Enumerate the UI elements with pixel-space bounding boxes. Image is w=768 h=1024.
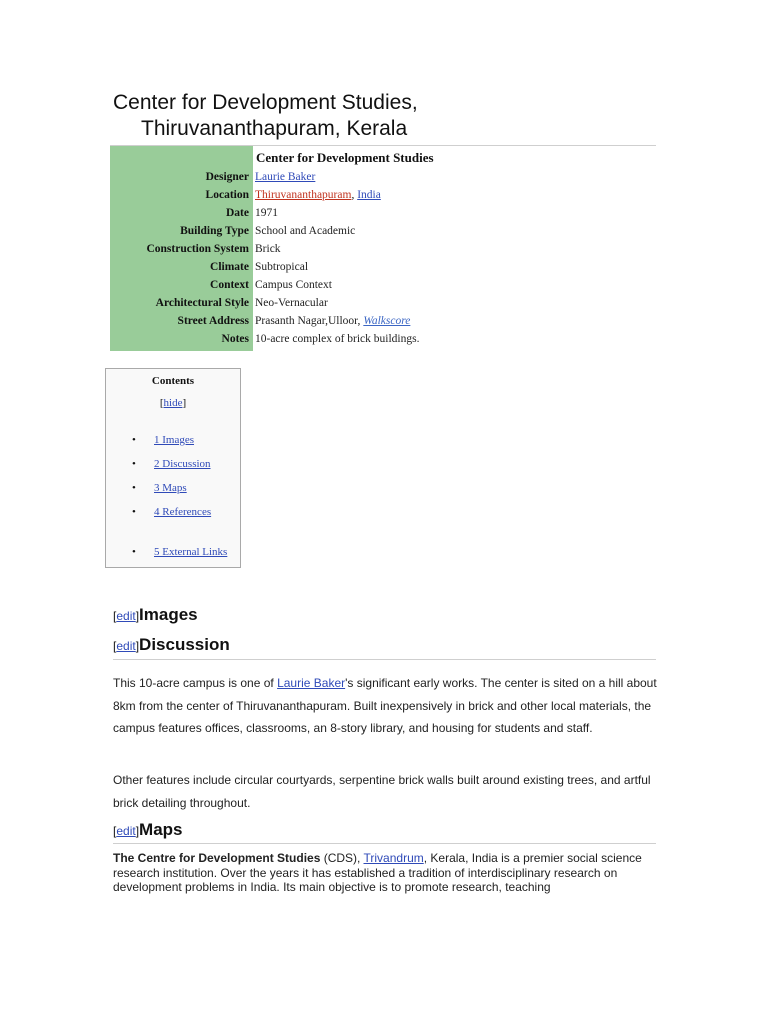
page-title-line-1: Center for Development Studies, — [113, 91, 418, 114]
bracket-close: ] — [182, 397, 187, 409]
infobox-value: Brick — [255, 243, 281, 255]
toc-item — [132, 458, 211, 470]
infobox-label: Notes — [221, 333, 249, 345]
toc-hide-toggle — [106, 397, 240, 409]
heading-images: Images — [139, 605, 198, 624]
bracket-close: ] — [135, 609, 140, 623]
text: 's significant early works. The center is sited on a hill about 8km from the center of Thiruvananthapuram. Built inexpensively in brick and other local materials, the campus features offices, classrooms, an 8-story library, and housing for students and staff. — [113, 676, 657, 735]
infobox-label: Context — [210, 279, 249, 291]
bracket-close: ] — [135, 824, 140, 838]
bullet-icon: • — [132, 506, 136, 518]
location-city-link[interactable]: Thiruvananthapuram — [255, 189, 352, 201]
table-of-contents — [105, 368, 241, 568]
toc-item — [132, 546, 227, 558]
infobox-row-notes — [110, 333, 656, 351]
page-title — [113, 90, 673, 142]
edit-images-link[interactable]: edit — [116, 609, 136, 623]
toc-link-external-links[interactable]: 5 External Links — [154, 546, 228, 558]
infobox-row-location — [110, 189, 656, 207]
page-title-line-2: Thiruvananthapuram, Kerala — [141, 117, 408, 140]
infobox-value: Neo-Vernacular — [255, 297, 328, 309]
infobox-label: Building Type — [180, 225, 249, 237]
toc-link-images[interactable]: 1 Images — [154, 434, 195, 446]
toc-title: Contents — [151, 375, 195, 387]
edit-maps-link[interactable]: edit — [116, 824, 136, 838]
edit-section — [113, 824, 139, 838]
infobox-label: Climate — [210, 261, 249, 273]
edit-section — [113, 639, 139, 653]
laurie-baker-link[interactable]: Laurie Baker — [277, 676, 346, 690]
infobox-row-climate — [110, 261, 656, 279]
infobox-row-architectural-style — [110, 297, 656, 315]
section-heading-images — [113, 605, 198, 625]
toc-item — [132, 482, 187, 494]
designer-link[interactable]: Laurie Baker — [255, 171, 316, 183]
section-heading-maps — [113, 820, 183, 840]
cds-bold-name: The Centre for Development Studies — [113, 851, 321, 865]
infobox-value: 1971 — [255, 207, 278, 219]
discussion-paragraph-2: Other features include circular courtyards, serpentine brick walls built around existing trees, and artful brick detailing throughout. — [113, 773, 651, 810]
text: , Kerala, India is a premier social science research institution. Over the years it has established a tradition of interdisciplinary research on development problems in India. Its main objective is to promote research, teaching — [113, 851, 642, 894]
location-country-link[interactable]: India — [357, 189, 381, 201]
bracket-open: [ — [113, 609, 117, 623]
bracket-open: [ — [113, 639, 117, 653]
heading-discussion: Discussion — [139, 635, 230, 654]
toc-link-discussion[interactable]: 2 Discussion — [154, 458, 211, 470]
infobox-label: Construction System — [146, 243, 249, 255]
maps-divider — [113, 843, 656, 844]
toc-item — [132, 434, 194, 446]
infobox-label: Designer — [205, 171, 249, 183]
toc-link-references[interactable]: 4 References — [154, 506, 212, 518]
street-address-text: Prasanth Nagar,Ulloor, — [255, 315, 364, 327]
infobox-value: School and Academic — [255, 225, 356, 237]
infobox-caption: Center for Development Studies — [256, 150, 434, 165]
bracket-open: [ — [159, 397, 164, 409]
infobox-row-date — [110, 207, 656, 225]
infobox-row-building-type — [110, 225, 656, 243]
section-heading-discussion — [113, 635, 230, 655]
infobox-label: Location — [205, 189, 249, 201]
text: (CDS), — [320, 851, 364, 865]
text: This 10-acre campus is one of — [113, 676, 278, 690]
infobox-value: Campus Context — [255, 279, 332, 291]
trivandrum-link[interactable]: Trivandrum — [363, 851, 424, 865]
infobox-label: Architectural Style — [155, 297, 249, 309]
maps-paragraph — [113, 851, 661, 895]
infobox-label: Date — [226, 207, 249, 219]
location-separator: , — [351, 189, 358, 201]
bullet-icon: • — [132, 482, 136, 494]
bullet-icon: • — [132, 546, 136, 558]
infobox-label: Street Address — [177, 315, 249, 327]
infobox-value: 10-acre complex of brick buildings. — [255, 333, 420, 345]
toc-item — [132, 506, 211, 518]
discussion-paragraph-1 — [113, 672, 661, 740]
discussion-divider — [113, 659, 656, 660]
infobox-row-street-address — [110, 315, 656, 333]
edit-section — [113, 609, 139, 623]
bracket-close: ] — [135, 639, 140, 653]
infobox-row-construction-system — [110, 243, 656, 261]
toc-link-maps[interactable]: 3 Maps — [154, 482, 187, 494]
infobox-row-context — [110, 279, 656, 297]
bullet-icon: • — [132, 458, 136, 470]
bracket-open: [ — [113, 824, 117, 838]
infobox-row-designer — [110, 171, 656, 189]
heading-maps: Maps — [139, 820, 183, 839]
edit-discussion-link[interactable]: edit — [116, 639, 136, 653]
bullet-icon: • — [132, 434, 136, 446]
toc-hide-link[interactable]: hide — [163, 397, 183, 409]
infobox-value: Subtropical — [255, 261, 309, 273]
walkscore-link[interactable]: Walkscore — [363, 315, 411, 327]
